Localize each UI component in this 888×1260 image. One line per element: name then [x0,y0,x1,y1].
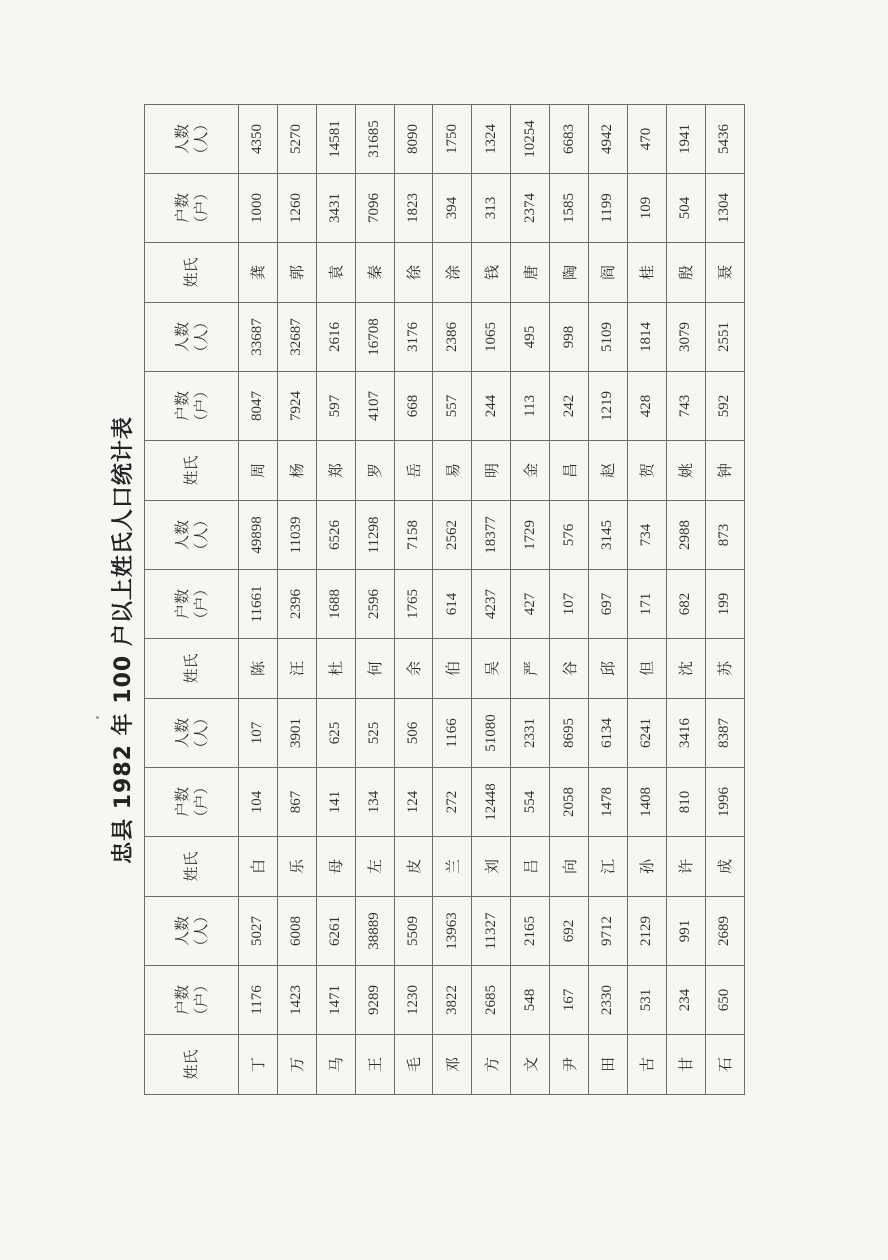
surname-cell: 石 [705,1035,744,1095]
surname-cell: 吕 [511,837,550,897]
table-row [550,105,589,1095]
persons-cell: 692 [550,897,589,966]
households-cell: 867 [277,768,316,837]
persons-cell: 8695 [550,699,589,768]
persons-cell: 2331 [511,699,550,768]
persons-cell: 51080 [472,699,511,768]
surname-cell: 但 [627,639,666,699]
surname-cell: 谷 [550,639,589,699]
rotated-document [106,116,746,1095]
households-cell: 668 [394,372,433,441]
persons-cell: 5109 [589,303,628,372]
households-cell: 242 [550,372,589,441]
persons-cell: 5027 [239,897,278,966]
header-households [145,966,239,1035]
surname-cell: 郑 [316,441,355,501]
header-households-label: 户数 [172,193,191,224]
households-cell: 810 [666,768,705,837]
table-row [705,105,744,1095]
surname-cell: 阎 [589,243,628,303]
households-cell: 1688 [316,570,355,639]
table-row [239,105,278,1095]
persons-cell: 2562 [433,501,472,570]
persons-cell: 470 [627,105,666,174]
header-households-unit: （户） [191,779,210,825]
surname-cell: 秦 [355,243,394,303]
header-households [145,174,239,243]
households-cell: 171 [627,570,666,639]
persons-cell: 5270 [277,105,316,174]
households-cell: 167 [550,966,589,1035]
households-cell: 697 [589,570,628,639]
surname-cell: 尹 [550,1035,589,1095]
surname-cell: 龚 [239,243,278,303]
households-cell: 113 [511,372,550,441]
households-cell: 11661 [239,570,278,639]
households-cell: 1478 [589,768,628,837]
header-households-label: 户数 [172,787,191,818]
persons-cell: 3901 [277,699,316,768]
header-households-label: 户数 [172,391,191,422]
persons-cell: 9712 [589,897,628,966]
households-cell: 1823 [394,174,433,243]
households-cell: 597 [316,372,355,441]
surname-cell: 伯 [433,639,472,699]
persons-cell: 2551 [705,303,744,372]
persons-cell: 33687 [239,303,278,372]
households-cell: 592 [705,372,744,441]
header-row [145,105,239,1095]
persons-cell: 6134 [589,699,628,768]
persons-cell: 6241 [627,699,666,768]
households-cell: 554 [511,768,550,837]
surname-cell: 古 [627,1035,666,1095]
households-cell: 4107 [355,372,394,441]
header-persons-unit: （人） [191,908,210,954]
persons-cell: 1750 [433,105,472,174]
header-households-unit: （户） [191,185,210,231]
persons-cell: 2689 [705,897,744,966]
households-cell: 1199 [589,174,628,243]
persons-cell: 4350 [239,105,278,174]
table-row [277,105,316,1095]
persons-cell: 2165 [511,897,550,966]
households-cell: 1260 [277,174,316,243]
households-cell: 394 [433,174,472,243]
surname-cell: 殷 [666,243,705,303]
households-cell: 650 [705,966,744,1035]
surname-cell: 钟 [705,441,744,501]
header-persons-label: 人数 [172,322,191,353]
surname-cell: 易 [433,441,472,501]
surname-cell: 左 [355,837,394,897]
surname-cell: 聂 [705,243,744,303]
surname-cell: 严 [511,639,550,699]
header-persons [145,105,239,174]
persons-cell: 1729 [511,501,550,570]
header-households [145,768,239,837]
households-cell: 1423 [277,966,316,1035]
surname-cell: 马 [316,1035,355,1095]
persons-cell: 506 [394,699,433,768]
households-cell: 557 [433,372,472,441]
surname-cell: 贺 [627,441,666,501]
households-cell: 313 [472,174,511,243]
households-cell: 531 [627,966,666,1035]
households-cell: 504 [666,174,705,243]
header-households-unit: （户） [191,383,210,429]
persons-cell: 3079 [666,303,705,372]
persons-cell: 2129 [627,897,666,966]
households-cell: 428 [627,372,666,441]
persons-cell: 991 [666,897,705,966]
persons-cell: 525 [355,699,394,768]
persons-cell: 495 [511,303,550,372]
header-surname: 姓氏 [145,1035,239,1095]
households-cell: 1996 [705,768,744,837]
persons-cell: 1166 [433,699,472,768]
surname-cell: 万 [277,1035,316,1095]
surname-cell: 方 [472,1035,511,1095]
table-body [239,105,745,1095]
header-households [145,570,239,639]
persons-cell: 734 [627,501,666,570]
persons-cell: 49898 [239,501,278,570]
surname-cell: 王 [355,1035,394,1095]
surname-cell: 涂 [433,243,472,303]
households-cell: 427 [511,570,550,639]
households-cell: 134 [355,768,394,837]
households-cell: 2374 [511,174,550,243]
households-cell: 1219 [589,372,628,441]
header-persons-label: 人数 [172,916,191,947]
persons-cell: 7158 [394,501,433,570]
header-persons-label: 人数 [172,718,191,749]
table-row [589,105,628,1095]
surname-cell: 文 [511,1035,550,1095]
surname-cell: 沈 [666,639,705,699]
persons-cell: 1941 [666,105,705,174]
persons-cell: 8387 [705,699,744,768]
surname-cell: 何 [355,639,394,699]
table-row [433,105,472,1095]
persons-cell: 3145 [589,501,628,570]
surname-cell: 郭 [277,243,316,303]
surname-cell: 吴 [472,639,511,699]
header-persons [145,699,239,768]
surname-cell: 许 [666,837,705,897]
persons-cell: 8090 [394,105,433,174]
households-cell: 1230 [394,966,433,1035]
header-persons-unit: （人） [191,116,210,162]
surname-cell: 姚 [666,441,705,501]
table-row [472,105,511,1095]
persons-cell: 31685 [355,105,394,174]
surname-cell: 杨 [277,441,316,501]
persons-cell: 2386 [433,303,472,372]
households-cell: 141 [316,768,355,837]
table-row [316,105,355,1095]
persons-cell: 625 [316,699,355,768]
table-row [355,105,394,1095]
households-cell: 614 [433,570,472,639]
surname-cell: 徐 [394,243,433,303]
header-persons [145,303,239,372]
surname-cell: 陈 [239,639,278,699]
surname-cell: 桂 [627,243,666,303]
households-cell: 548 [511,966,550,1035]
households-cell: 124 [394,768,433,837]
header-surname: 姓氏 [145,243,239,303]
households-cell: 8047 [239,372,278,441]
persons-cell: 13963 [433,897,472,966]
households-cell: 12448 [472,768,511,837]
persons-cell: 11039 [277,501,316,570]
persons-cell: 38889 [355,897,394,966]
surname-cell: 唐 [511,243,550,303]
header-persons-label: 人数 [172,124,191,155]
persons-cell: 576 [550,501,589,570]
table-row [511,105,550,1095]
households-cell: 3822 [433,966,472,1035]
surname-cell: 汪 [277,639,316,699]
persons-cell: 107 [239,699,278,768]
surname-cell: 袁 [316,243,355,303]
header-households-label: 户数 [172,589,191,620]
surname-cell: 乐 [277,837,316,897]
surname-cell: 成 [705,837,744,897]
header-persons-label: 人数 [172,520,191,551]
surname-cell: 向 [550,837,589,897]
surname-statistics-table [144,104,745,1095]
surname-cell: 江 [589,837,628,897]
persons-cell: 6008 [277,897,316,966]
surname-cell: 杜 [316,639,355,699]
surname-cell: 金 [511,441,550,501]
households-cell: 2330 [589,966,628,1035]
households-cell: 244 [472,372,511,441]
households-cell: 1304 [705,174,744,243]
persons-cell: 6526 [316,501,355,570]
surname-cell: 余 [394,639,433,699]
households-cell: 1765 [394,570,433,639]
header-persons-unit: （人） [191,512,210,558]
table-row [394,105,433,1095]
header-persons-unit: （人） [191,314,210,360]
header-persons [145,897,239,966]
households-cell: 2596 [355,570,394,639]
households-cell: 1176 [239,966,278,1035]
header-surname: 姓氏 [145,441,239,501]
surname-cell: 丁 [239,1035,278,1095]
surname-cell: 皮 [394,837,433,897]
surname-cell: 赵 [589,441,628,501]
persons-cell: 11298 [355,501,394,570]
surname-cell: 明 [472,441,511,501]
persons-cell: 6261 [316,897,355,966]
surname-cell: 罗 [355,441,394,501]
surname-cell: 孙 [627,837,666,897]
persons-cell: 16708 [355,303,394,372]
households-cell: 682 [666,570,705,639]
header-households-unit: （户） [191,581,210,627]
surname-cell: 邓 [433,1035,472,1095]
households-cell: 9289 [355,966,394,1035]
households-cell: 2685 [472,966,511,1035]
persons-cell: 14581 [316,105,355,174]
households-cell: 104 [239,768,278,837]
header-surname: 姓氏 [145,639,239,699]
persons-cell: 18377 [472,501,511,570]
persons-cell: 10254 [511,105,550,174]
persons-cell: 873 [705,501,744,570]
surname-cell: 刘 [472,837,511,897]
households-cell: 234 [666,966,705,1035]
households-cell: 2396 [277,570,316,639]
surname-cell: 钱 [472,243,511,303]
header-persons [145,501,239,570]
households-cell: 1471 [316,966,355,1035]
persons-cell: 1065 [472,303,511,372]
households-cell: 4237 [472,570,511,639]
header-persons-unit: （人） [191,710,210,756]
table-title: 忠县 1982 年 100 户以上姓氏人口统计表 [111,416,136,864]
surname-cell: 陶 [550,243,589,303]
households-cell: 199 [705,570,744,639]
surname-cell: 周 [239,441,278,501]
households-cell: 7096 [355,174,394,243]
persons-cell: 6683 [550,105,589,174]
scan-speck [96,716,99,719]
persons-cell: 4942 [589,105,628,174]
header-households [145,372,239,441]
households-cell: 2058 [550,768,589,837]
households-cell: 107 [550,570,589,639]
surname-cell: 田 [589,1035,628,1095]
surname-cell: 母 [316,837,355,897]
surname-cell: 苏 [705,639,744,699]
persons-cell: 5436 [705,105,744,174]
persons-cell: 1324 [472,105,511,174]
persons-cell: 2616 [316,303,355,372]
surname-cell: 兰 [433,837,472,897]
households-cell: 3431 [316,174,355,243]
surname-cell: 邱 [589,639,628,699]
surname-cell: 昌 [550,441,589,501]
persons-cell: 1814 [627,303,666,372]
surname-cell: 毛 [394,1035,433,1095]
table-row [666,105,705,1095]
surname-cell: 白 [239,837,278,897]
households-cell: 109 [627,174,666,243]
table-row [627,105,666,1095]
persons-cell: 998 [550,303,589,372]
persons-cell: 3176 [394,303,433,372]
households-cell: 272 [433,768,472,837]
persons-cell: 2988 [666,501,705,570]
persons-cell: 5509 [394,897,433,966]
header-households-label: 户数 [172,985,191,1016]
households-cell: 1408 [627,768,666,837]
header-surname: 姓氏 [145,837,239,897]
persons-cell: 11327 [472,897,511,966]
surname-cell: 岳 [394,441,433,501]
households-cell: 1000 [239,174,278,243]
surname-cell: 甘 [666,1035,705,1095]
households-cell: 1585 [550,174,589,243]
persons-cell: 32687 [277,303,316,372]
households-cell: 743 [666,372,705,441]
persons-cell: 3416 [666,699,705,768]
header-households-unit: （户） [191,977,210,1023]
households-cell: 7924 [277,372,316,441]
